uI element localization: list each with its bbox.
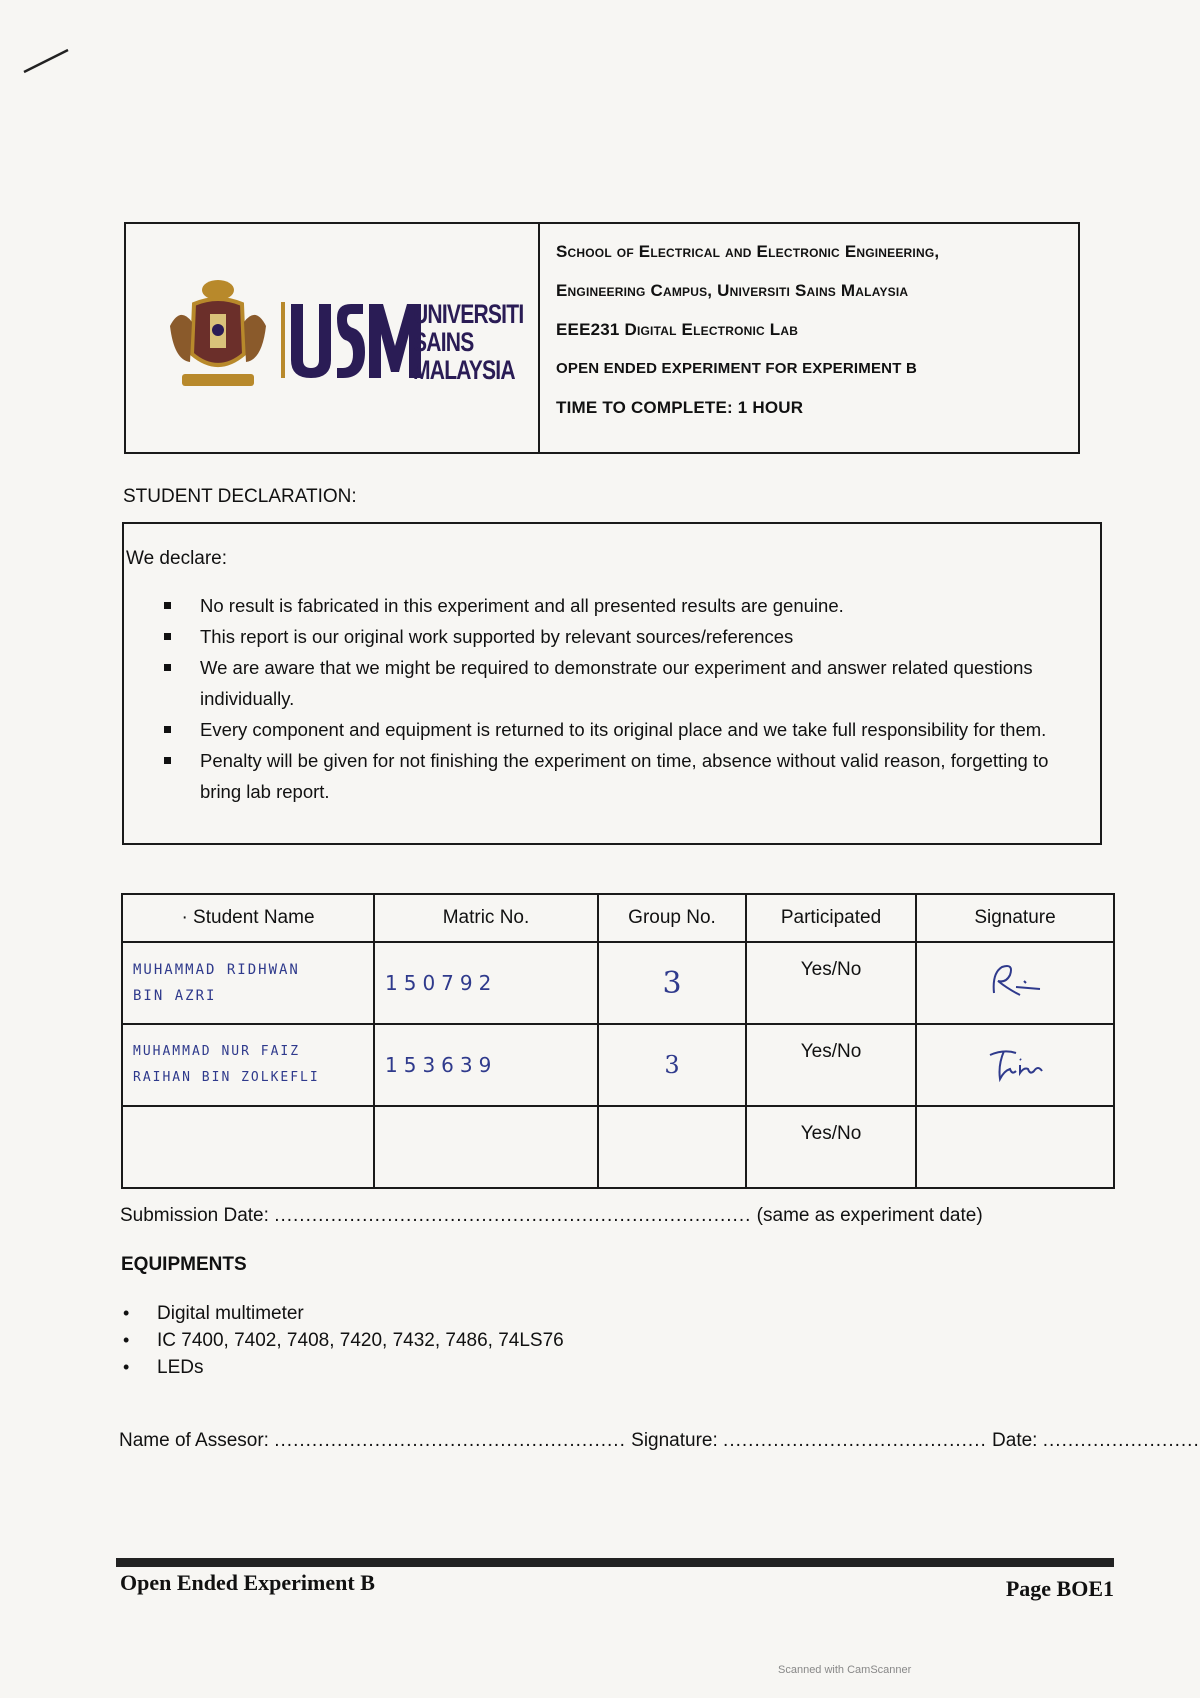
equipment-item: • Digital multimeter <box>121 1300 564 1327</box>
signature-cell[interactable] <box>916 1106 1114 1188</box>
declaration-list <box>126 590 1084 807</box>
assessor-name-label: Name of Assesor: <box>119 1430 269 1451</box>
equipment-item: • LEDs <box>121 1354 564 1381</box>
signature-cell[interactable] <box>916 1024 1114 1106</box>
matric-cell[interactable] <box>374 1024 598 1106</box>
submission-date-note: (same as experiment date) <box>756 1205 983 1226</box>
matric-number: 150792 <box>385 971 498 995</box>
participated-cell[interactable]: Yes/No <box>746 1024 916 1106</box>
assessor-signature-field[interactable]: .......................................... <box>723 1430 987 1451</box>
group-number: 3 <box>664 1051 680 1079</box>
assessor-line <box>119 1430 1200 1452</box>
declaration-item: No result is fabricated in this experiment and all presented results are genuine. <box>164 590 1084 621</box>
submission-date-line <box>120 1205 983 1227</box>
matric-cell[interactable] <box>374 1106 598 1188</box>
student-declaration-label: STUDENT DECLARATION: <box>123 486 357 507</box>
column-header-group-no: Group No. <box>598 894 746 942</box>
course-name: EEE231 Digital Electronic Lab <box>556 320 799 339</box>
university-wordmark <box>413 300 523 384</box>
submission-date-field[interactable]: ............................................................................ <box>274 1205 752 1226</box>
student-table <box>121 893 1115 1189</box>
declaration-item: We are aware that we might be required to demonstrate our experiment and answer related questions individually. <box>164 652 1084 714</box>
pen-mark <box>22 48 70 74</box>
equipments-list <box>121 1300 564 1381</box>
group-cell[interactable] <box>598 1106 746 1188</box>
declaration-item: Every component and equipment is returned to its original place and we take full responsibility for them. <box>164 714 1084 745</box>
assessor-date-field[interactable]: ......................... <box>1042 1430 1200 1451</box>
group-number: 3 <box>662 965 682 1001</box>
participated-cell[interactable]: Yes/No <box>746 942 916 1024</box>
group-cell[interactable] <box>598 942 746 1024</box>
submission-date-label: Submission Date: <box>120 1205 269 1226</box>
school-info-cell <box>540 224 1078 452</box>
group-cell[interactable] <box>598 1024 746 1106</box>
experiment-title: OPEN ENDED EXPERIMENT FOR EXPERIMENT B <box>556 360 917 377</box>
handwritten-signature-icon <box>980 959 1050 1003</box>
column-header-participated: Participated <box>746 894 916 942</box>
student-name-line: MUHAMMAD NUR FAIZ <box>133 1044 301 1059</box>
column-header-student-name: · Student Name <box>122 894 374 942</box>
assessor-date-label: Date: <box>992 1430 1038 1451</box>
logo-cell <box>126 224 540 452</box>
wordmark-line: SAINS <box>413 327 474 357</box>
student-name-line: MUHAMMAD RIDHWAN <box>133 962 300 978</box>
table-row <box>122 1024 1114 1106</box>
assessor-name-field[interactable]: ........................................................ <box>274 1430 626 1451</box>
declaration-box <box>122 522 1102 845</box>
matric-number: 153639 <box>385 1053 498 1077</box>
declaration-item: This report is our original work supported by relevant sources/references <box>164 621 1084 652</box>
column-header-matric-no: Matric No. <box>374 894 598 942</box>
declaration-item: Penalty will be given for not finishing the experiment on time, absence without valid reason, forgetting to bring lab report. <box>164 745 1084 807</box>
page-number: Page BOE1 <box>1005 1576 1114 1601</box>
student-name-cell[interactable] <box>122 942 374 1024</box>
university-crest-icon <box>164 276 272 394</box>
footer-title: Open Ended Experiment B <box>120 1570 375 1595</box>
scanner-watermark: Scanned with CamScanner <box>778 1664 912 1676</box>
assessor-signature-label: Signature: <box>631 1430 718 1451</box>
column-header-signature: Signature <box>916 894 1114 942</box>
handwritten-signature-icon <box>980 1041 1050 1085</box>
student-name-line: BIN AZRI <box>133 988 217 1004</box>
student-name-cell[interactable] <box>122 1024 374 1106</box>
header-box <box>124 222 1080 454</box>
usm-logo-mark <box>281 294 431 384</box>
table-row <box>122 942 1114 1024</box>
time-to-complete: TIME TO COMPLETE: 1 HOUR <box>556 398 804 417</box>
wordmark-line: UNIVERSITI <box>413 299 524 329</box>
participated-cell[interactable]: Yes/No <box>746 1106 916 1188</box>
declaration-intro: We declare: <box>126 548 228 569</box>
footer-rule <box>116 1558 1114 1567</box>
campus-name: Engineering Campus, Universiti Sains Malaysia <box>556 281 909 300</box>
signature-cell[interactable] <box>916 942 1114 1024</box>
table-header-row <box>122 894 1114 942</box>
equipments-title: EQUIPMENTS <box>121 1254 247 1275</box>
student-name-line: RAIHAN BIN ZOLKEFLI <box>133 1070 320 1085</box>
school-name: School of Electrical and Electronic Engineering, <box>556 242 940 261</box>
equipment-item: • IC 7400, 7402, 7408, 7420, 7432, 7486, 74LS76 <box>121 1327 564 1354</box>
wordmark-line: MALAYSIA <box>413 355 515 385</box>
matric-cell[interactable] <box>374 942 598 1024</box>
student-name-cell[interactable] <box>122 1106 374 1188</box>
table-row <box>122 1106 1114 1188</box>
